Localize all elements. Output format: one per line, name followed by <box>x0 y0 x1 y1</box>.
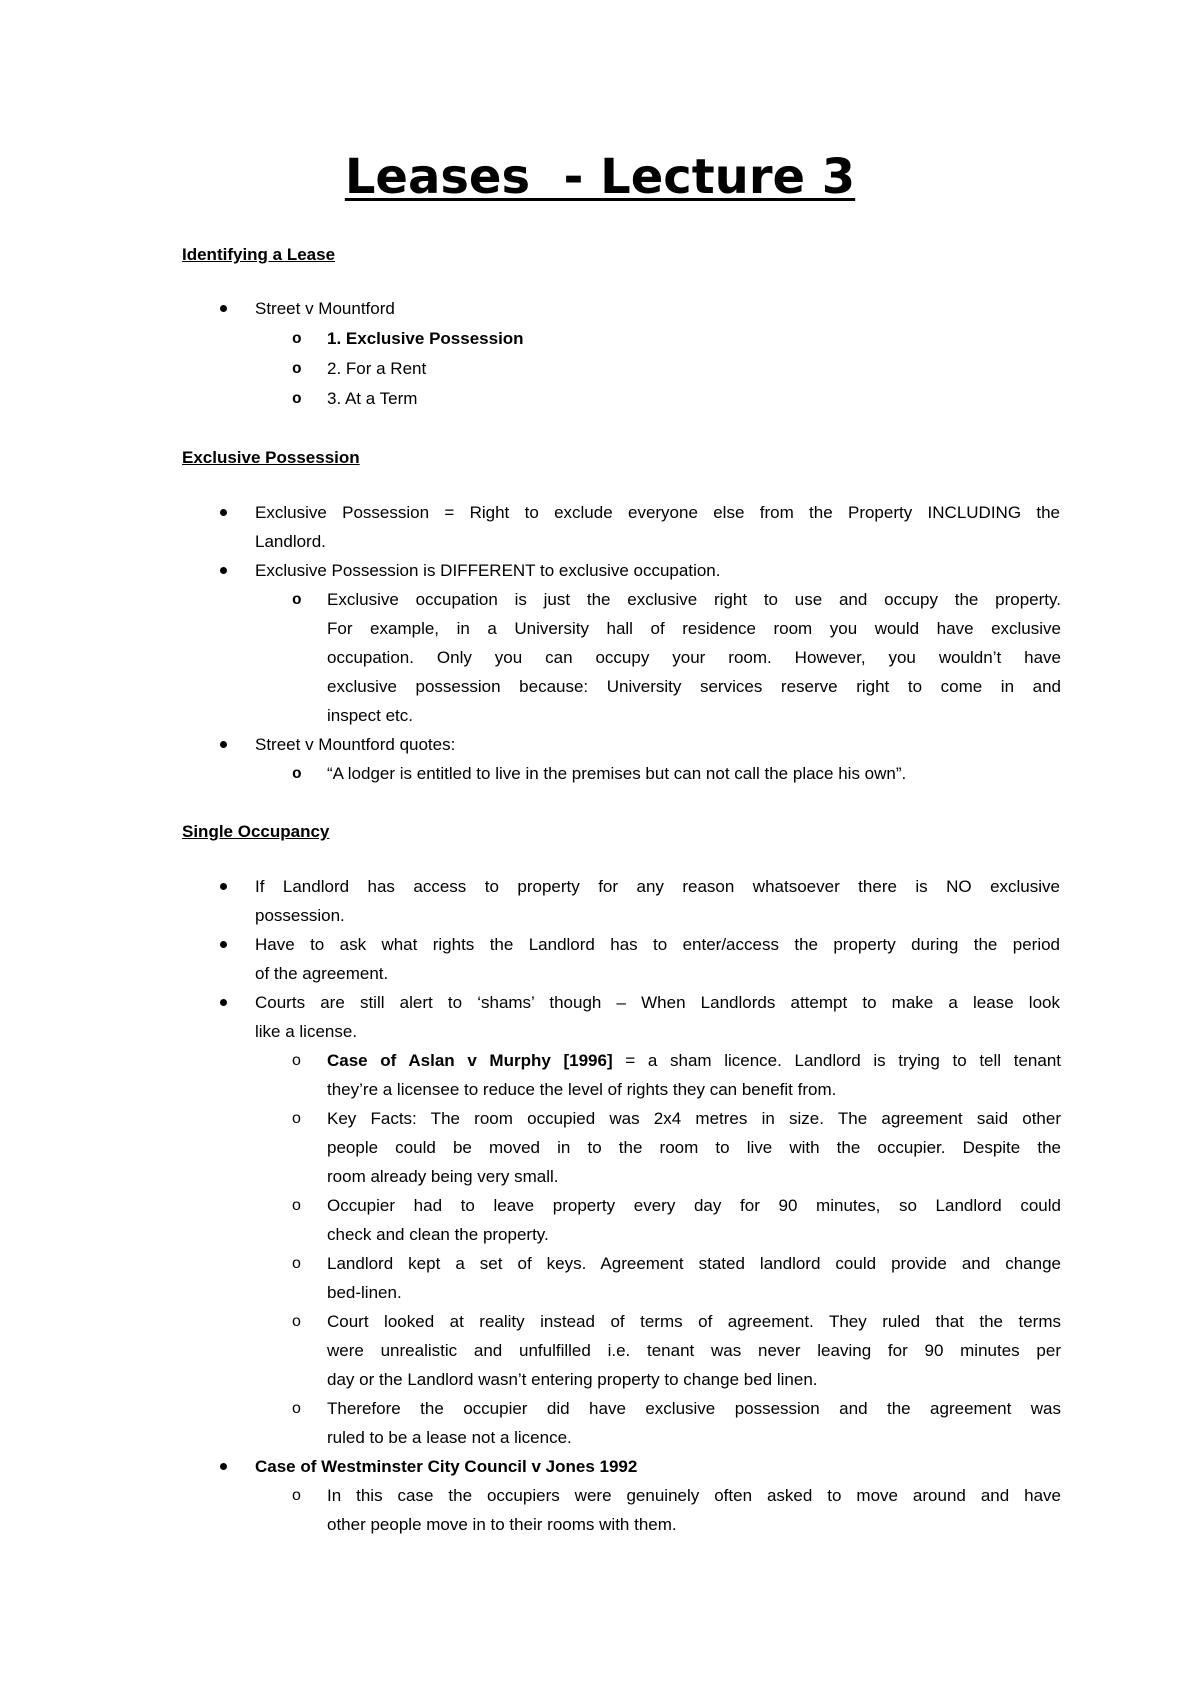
list-item-continuation: people could be moved in to the room to live with the occupier. Despite the <box>327 1138 1061 1157</box>
list-item-continuation: Landlord. <box>255 532 326 551</box>
list-item: Exclusive occupation is just the exclusive right to use and occupy the property. <box>327 590 1061 609</box>
sub-bullet-icon: o <box>292 1255 301 1272</box>
list-item-continuation: possession. <box>255 906 345 925</box>
list-item: Occupier had to leave property every day for 90 minutes, so Landlord could <box>327 1196 1061 1215</box>
list-item-continuation: exclusive possession because: University services reserve right to come in and <box>327 677 1061 696</box>
list-item: Case of Westminster City Council v Jones 1992 <box>255 1457 638 1476</box>
page-title: Leases - Lecture 3 <box>344 149 856 205</box>
sub-bullet-icon: o <box>292 1487 301 1504</box>
bullet-icon <box>220 567 227 574</box>
list-item: 2. For a Rent <box>327 359 427 378</box>
section-heading-exclusive-possession: Exclusive Possession <box>182 448 360 467</box>
list-item-continuation: inspect etc. <box>327 706 413 725</box>
bullet-icon <box>220 509 227 516</box>
sub-bullet-icon: o <box>292 1052 301 1069</box>
bullet-icon <box>220 999 227 1006</box>
list-item: Street v Mountford quotes: <box>255 735 456 754</box>
list-item-continuation: like a license. <box>255 1022 358 1041</box>
list-item-continuation: day or the Landlord wasn’t entering property to change bed linen. <box>327 1370 818 1389</box>
list-item-continuation: check and clean the property. <box>327 1225 549 1244</box>
list-item: In this case the occupiers were genuinely often asked to move around and have <box>327 1486 1061 1505</box>
bullet-icon <box>220 883 227 890</box>
section-heading-identifying: Identifying a Lease <box>182 245 336 264</box>
sub-bullet-icon: o <box>292 360 302 378</box>
list-item: 3. At a Term <box>327 389 418 408</box>
case-description: = a sham licence. Landlord is trying to tell tenant <box>612 1051 1061 1070</box>
sub-bullet-icon: o <box>292 1400 301 1417</box>
list-item: Street v Mountford <box>255 299 395 318</box>
bullet-icon <box>220 941 227 948</box>
sub-bullet-icon: o <box>292 1110 301 1127</box>
list-item: Court looked at reality instead of terms of agreement. They ruled that the terms <box>327 1312 1061 1331</box>
bullet-icon <box>220 741 227 748</box>
list-item-continuation: room already being very small. <box>327 1167 559 1186</box>
section-heading-single-occupancy: Single Occupancy <box>182 822 330 841</box>
sub-bullet-icon: o <box>292 765 302 783</box>
list-item: Exclusive Possession is DIFFERENT to exclusive occupation. <box>255 561 721 580</box>
bullet-icon <box>220 1463 227 1470</box>
list-item: Therefore the occupier did have exclusive possession and the agreement was <box>327 1399 1061 1418</box>
list-item-continuation: occupation. Only you can occupy your room. However, you wouldn’t have <box>327 648 1061 667</box>
case-name: Case of Aslan v Murphy [1996] <box>327 1051 613 1070</box>
list-item-continuation: other people move in to their rooms with them. <box>327 1515 677 1534</box>
sub-bullet-icon: o <box>292 591 302 609</box>
sub-bullet-icon: o <box>292 330 302 348</box>
list-item-continuation: For example, in a University hall of residence room you would have exclusive <box>327 619 1061 638</box>
list-item <box>327 1050 1061 1072</box>
list-item: If Landlord has access to property for any reason whatsoever there is NO exclusive <box>255 877 1060 896</box>
bullet-icon <box>220 305 227 312</box>
list-item: Exclusive Possession = Right to exclude everyone else from the Property INCLUDING the <box>255 503 1060 522</box>
list-item-continuation: of the agreement. <box>255 964 389 983</box>
list-item-continuation: they’re a licensee to reduce the level of rights they can benefit from. <box>327 1080 837 1099</box>
sub-bullet-icon: o <box>292 390 302 408</box>
sub-bullet-icon: o <box>292 1313 301 1330</box>
list-item: Have to ask what rights the Landlord has to enter/access the property during the period <box>255 935 1060 954</box>
list-item: Key Facts: The room occupied was 2x4 metres in size. The agreement said other <box>327 1109 1061 1128</box>
list-item: Landlord kept a set of keys. Agreement stated landlord could provide and change <box>327 1254 1061 1273</box>
list-item: “A lodger is entitled to live in the premises but can not call the place his own”. <box>327 764 907 783</box>
list-item-continuation: bed-linen. <box>327 1283 402 1302</box>
list-item-continuation: were unrealistic and unfulfilled i.e. tenant was never leaving for 90 minutes per <box>327 1341 1061 1360</box>
list-item: 1. Exclusive Possession <box>327 329 524 348</box>
sub-bullet-icon: o <box>292 1197 301 1214</box>
list-item-continuation: ruled to be a lease not a licence. <box>327 1428 572 1447</box>
list-item: Courts are still alert to ‘shams’ though – When Landlords attempt to make a lease look <box>255 993 1060 1012</box>
